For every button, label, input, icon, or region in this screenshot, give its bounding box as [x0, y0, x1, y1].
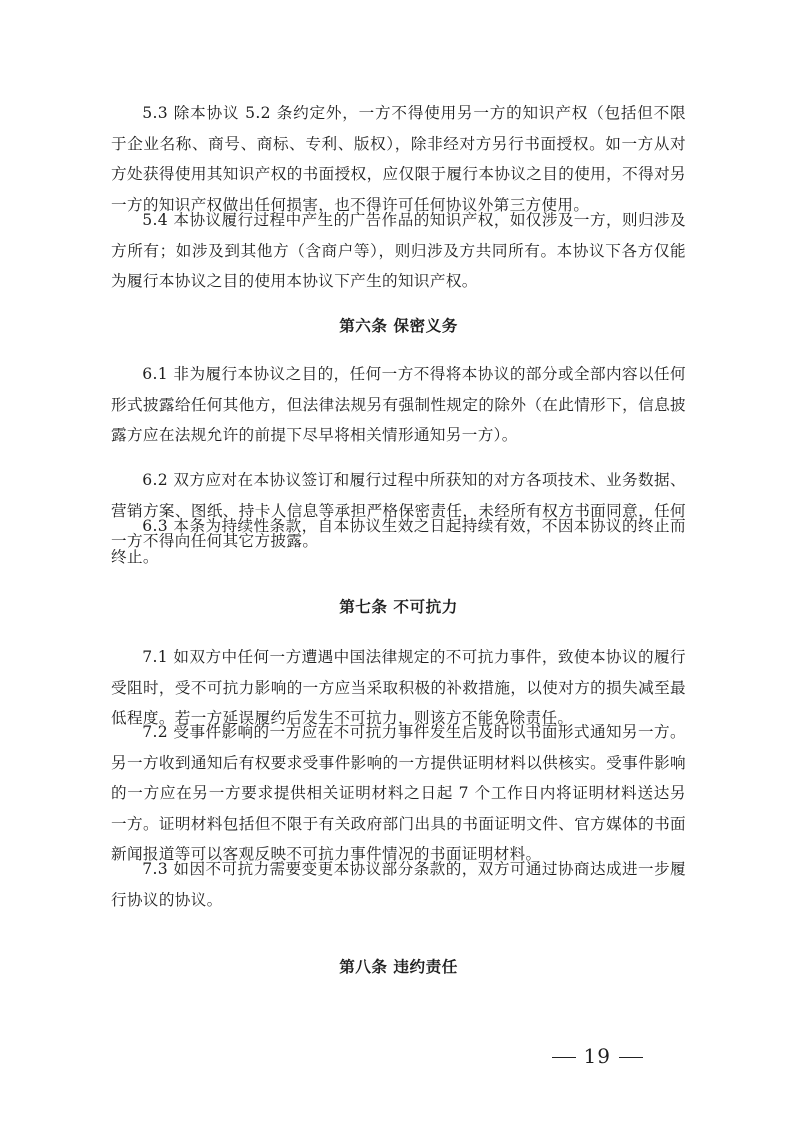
- paragraph-5-4: 5.4 本协议履行过程中产生的广告作品的知识产权，如仅涉及一方，则归涉及方所有；如涉及到其他方（含商户等），则归涉及方共同所有。本协议下各方仅能为履行本协议之目的使用本协议下产生的知识产权。: [111, 211, 686, 290]
- paragraph-5-3: 5.3 除本协议 5.2 条约定外，一方不得使用另一方的知识产权（包括但不限于企业名称、商号、商标、专利、版权），除非经对方另行书面授权。如一方从对方处获得使用其知识产权的书面授权，应仅限于履行本协议之目的使用，不得对另一方的知识产权做出任何损害，也不得许可任何协议外第三方使用。: [111, 104, 686, 214]
- paragraph-6-1: 6.1 非为履行本协议之目的，任何一方不得将本协议的部分或全部内容以任何形式披露给任何其他方，但法律法规另有强制性规定的除外（在此情形下，信息披露方应在法规允许的前提下尽早将相关情形通知另一方）。: [111, 365, 686, 444]
- paragraph-7-2: 7.2 受事件影响的一方应在不可抗力事件发生后及时以书面形式通知另一方。另一方收到通知后有权要求受事件影响的一方提供证明材料以供核实。受事件影响的一方应在另一方要求提供相关证明材料之日起 7 个工作日内将证明材料送达另一方。证明材料包括但不限于有关政府部门出具的书面证明文件、官方媒体的书面新闻报道等可以客观反映不可抗力事件情况的书面证明材料。: [111, 723, 686, 863]
- paragraph-7-3: 7.3 如因不可抗力需要变更本协议部分条款的，双方可通过协商达成进一步履行协议的协议。: [111, 860, 686, 909]
- paragraph-7-1: 7.1 如双方中任何一方遭遇中国法律规定的不可抗力事件，致使本协议的履行受阻时，受不可抗力影响的一方应当采取积极的补救措施，以使对方的损失减至最低程度。若一方延误履约后发生不可抗力，则该方不能免除责任。: [111, 648, 686, 727]
- heading-article-7: 第七条 不可抗力: [339, 597, 458, 616]
- paragraph-6-3: 6.3 本条为持续性条款，自本协议生效之日起持续有效，不因本协议的终止而终止。: [111, 517, 686, 566]
- paragraph-6-2: 6.2 双方应对在本协议签订和履行过程中所获知的对方各项技术、业务数据、营销方案、图纸、持卡人信息等承担严格保密责任，未经所有权方书面同意，任何一方不得向任何其它方披露。: [111, 471, 686, 550]
- heading-article-6: 第六条 保密义务: [339, 316, 458, 335]
- heading-article-8: 第八条 违约责任: [339, 957, 458, 976]
- page-number: 19: [583, 1044, 611, 1068]
- page-footer: [544, 1044, 651, 1068]
- footer-dash-right: [619, 1057, 643, 1058]
- footer-dash-left: [552, 1057, 576, 1058]
